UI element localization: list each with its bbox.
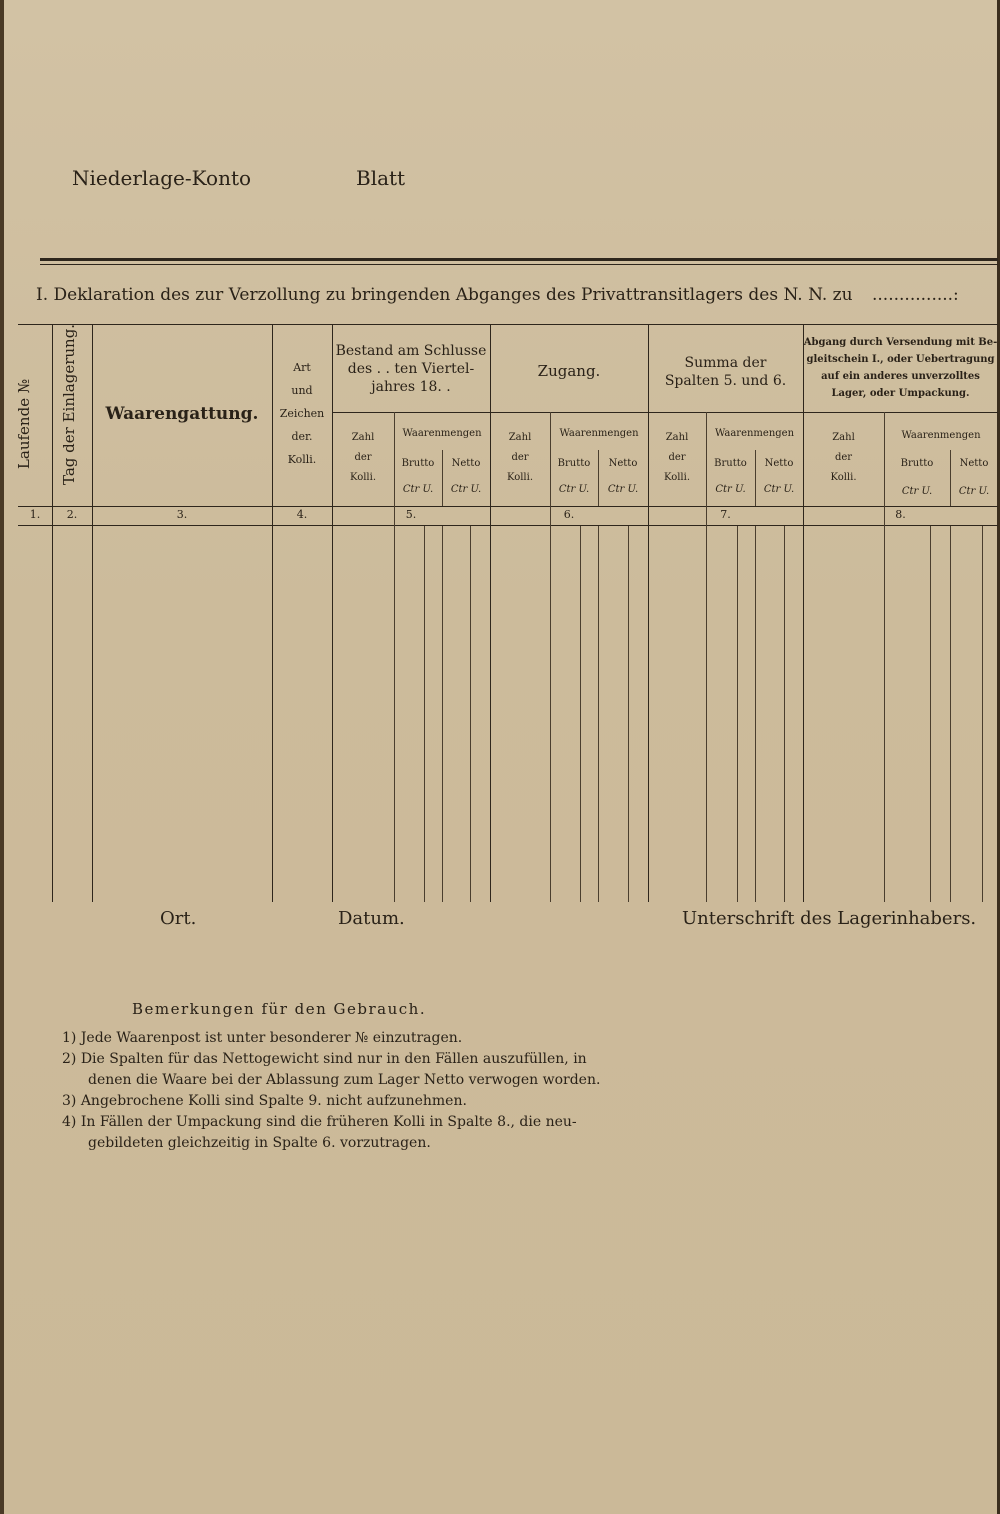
g7-sub-3	[784, 526, 785, 902]
g8-sub-1	[930, 526, 931, 902]
header-abgang	[803, 334, 998, 402]
kolli-word: Kolli.	[830, 472, 857, 483]
zahl-word: Zahl	[508, 432, 532, 443]
col-number-8: 8.	[895, 508, 906, 521]
g5-sub-1	[424, 526, 425, 902]
der-word: der	[834, 452, 853, 463]
g7-brutto: Brutto	[714, 458, 747, 469]
header-laufende: Laufende №	[15, 378, 33, 470]
g5-sub-3	[470, 526, 471, 902]
col-divider-7	[803, 324, 804, 902]
col-number-5: 5.	[405, 508, 417, 521]
g8-brutto: Brutto	[900, 458, 934, 469]
der-word: der	[668, 452, 686, 463]
g6-sub-3	[628, 526, 629, 902]
g6-netto-units: Ctr U.	[607, 484, 639, 495]
zahl-word: Zahl	[832, 432, 855, 443]
account-label: Niederlage-Konto	[72, 166, 252, 190]
g7-netto: Netto	[764, 458, 794, 469]
g5-netto-units: Ctr U.	[450, 484, 482, 495]
col-divider-6	[648, 324, 649, 902]
g8-netto: Netto	[959, 458, 989, 469]
declaration-dots: ...............:	[872, 285, 959, 305]
header-waarengattung: Waarengattung.	[105, 404, 259, 424]
table-number-rule	[18, 525, 998, 526]
col-divider-4	[332, 324, 333, 902]
col-number-3: 3.	[176, 508, 188, 521]
footer-ort: Ort.	[160, 908, 197, 929]
art-line: Art	[293, 361, 311, 374]
table-top-rule	[18, 324, 998, 325]
abgang-line-3: auf ein anderes unverzolltes	[821, 371, 980, 382]
col-divider-1	[52, 324, 53, 902]
summa-line-2: Spalten 5. und 6.	[664, 373, 787, 389]
g6-brutto-units: Ctr U.	[558, 484, 590, 495]
remarks-list	[62, 1028, 600, 1154]
col-number-7: 7.	[720, 508, 731, 521]
g8-netto-units: Ctr U.	[958, 486, 990, 497]
header-tag-einlagerung: Tag der Einlagerung.	[60, 323, 78, 485]
table-header-rule	[18, 506, 998, 507]
g7-sub-1	[737, 526, 738, 902]
header-art-zeichen	[272, 356, 332, 471]
g8-sub-3	[982, 526, 983, 902]
und-line: und	[291, 384, 313, 397]
zahl-word: Zahl	[665, 432, 689, 443]
g5-netto: Netto	[451, 458, 481, 469]
g7-sub-2	[755, 526, 756, 902]
header-summa	[648, 354, 803, 390]
header-zugang: Zugang.	[537, 362, 601, 380]
zahl-word: Zahl	[351, 432, 375, 443]
g8-waarenmengen: Waarenmengen	[901, 430, 981, 441]
remark-item: 1) Jede Waarenpost ist unter besonderer № einzutragen.	[62, 1030, 463, 1046]
g5-brutto-units: Ctr U.	[402, 484, 434, 495]
g7-waarenmengen: Waarenmengen	[714, 428, 795, 439]
g6-brutto: Brutto	[557, 458, 591, 469]
col-number-4: 4.	[296, 508, 308, 521]
page-edge-left	[0, 0, 4, 1514]
col-number-2: 2.	[66, 508, 78, 521]
g6-netto: Netto	[608, 458, 638, 469]
kolli-line: Kolli.	[287, 453, 317, 466]
remark-item: 2) Die Spalten für das Nettogewicht sind nur in den Fällen auszufüllen, in	[62, 1051, 587, 1067]
der-line: der.	[291, 430, 313, 443]
sheet-label: Blatt	[356, 166, 406, 190]
abgang-line-2: gleitschein I., oder Uebertragung	[806, 354, 995, 365]
abgang-line-4: Lager, oder Umpackung.	[831, 388, 970, 399]
footer-unterschrift: Unterschrift des Lagerinhabers.	[682, 908, 977, 929]
g7-netto-units: Ctr U.	[763, 484, 795, 495]
der-word: der	[511, 452, 529, 463]
kolli-word: Kolli.	[664, 472, 690, 483]
remark-item: 4) In Fällen der Umpackung sind die früheren Kolli in Spalte 8., die neu-	[62, 1114, 577, 1130]
zeichen-line: Zeichen	[279, 407, 325, 420]
remark-item: 3) Angebrochene Kolli sind Spalte 9. nicht aufzunehmen.	[62, 1093, 467, 1109]
kolli-word: Kolli.	[507, 472, 533, 483]
group-sub-rule	[332, 412, 998, 413]
col-number-1: 1.	[29, 508, 41, 521]
header-bestand	[332, 342, 490, 396]
remark-item: gebildeten gleichzeitig in Spalte 6. vorzutragen.	[88, 1135, 431, 1151]
g6-zahl-header	[490, 428, 550, 488]
g5-zahl-header	[332, 428, 394, 488]
bestand-line-1: Bestand am Schlusse	[335, 343, 487, 359]
g5-waarenmengen: Waarenmengen	[402, 428, 482, 439]
g5-brutto: Brutto	[401, 458, 435, 469]
kolli-word: Kolli.	[350, 472, 376, 483]
der-word: der	[354, 452, 372, 463]
g6-sub-1	[580, 526, 581, 902]
bestand-line-2: des . . ten Viertel-	[347, 361, 475, 377]
g8-brutto-units: Ctr U.	[901, 486, 933, 497]
col-number-6: 6.	[563, 508, 575, 521]
g6-sub-2	[598, 526, 599, 902]
g8-zahl-header	[803, 428, 884, 488]
remarks-title: Bemerkungen für den Gebrauch.	[132, 1000, 427, 1018]
declaration-title: I. Deklaration des zur Verzollung zu bringenden Abganges des Privattransitlagers des N. N. zu	[36, 285, 853, 305]
abgang-line-1: Abgang durch Versendung mit Be-	[803, 337, 998, 348]
bestand-line-3: jahres 18. .	[371, 379, 451, 395]
g7-zahl-header	[648, 428, 706, 488]
g6-waarenmengen: Waarenmengen	[559, 428, 639, 439]
summa-line-1: Summa der	[684, 355, 767, 371]
double-rule-bottom	[40, 264, 998, 265]
footer-datum: Datum.	[338, 908, 405, 929]
col-divider-5	[490, 324, 491, 902]
g8-sub-2	[950, 526, 951, 902]
g7-brutto-units: Ctr U.	[715, 484, 746, 495]
g5-sub-2	[442, 526, 443, 902]
remark-item: denen die Waare bei der Ablassung zum Lager Netto verwogen worden.	[88, 1072, 601, 1088]
double-rule-top	[40, 258, 998, 261]
